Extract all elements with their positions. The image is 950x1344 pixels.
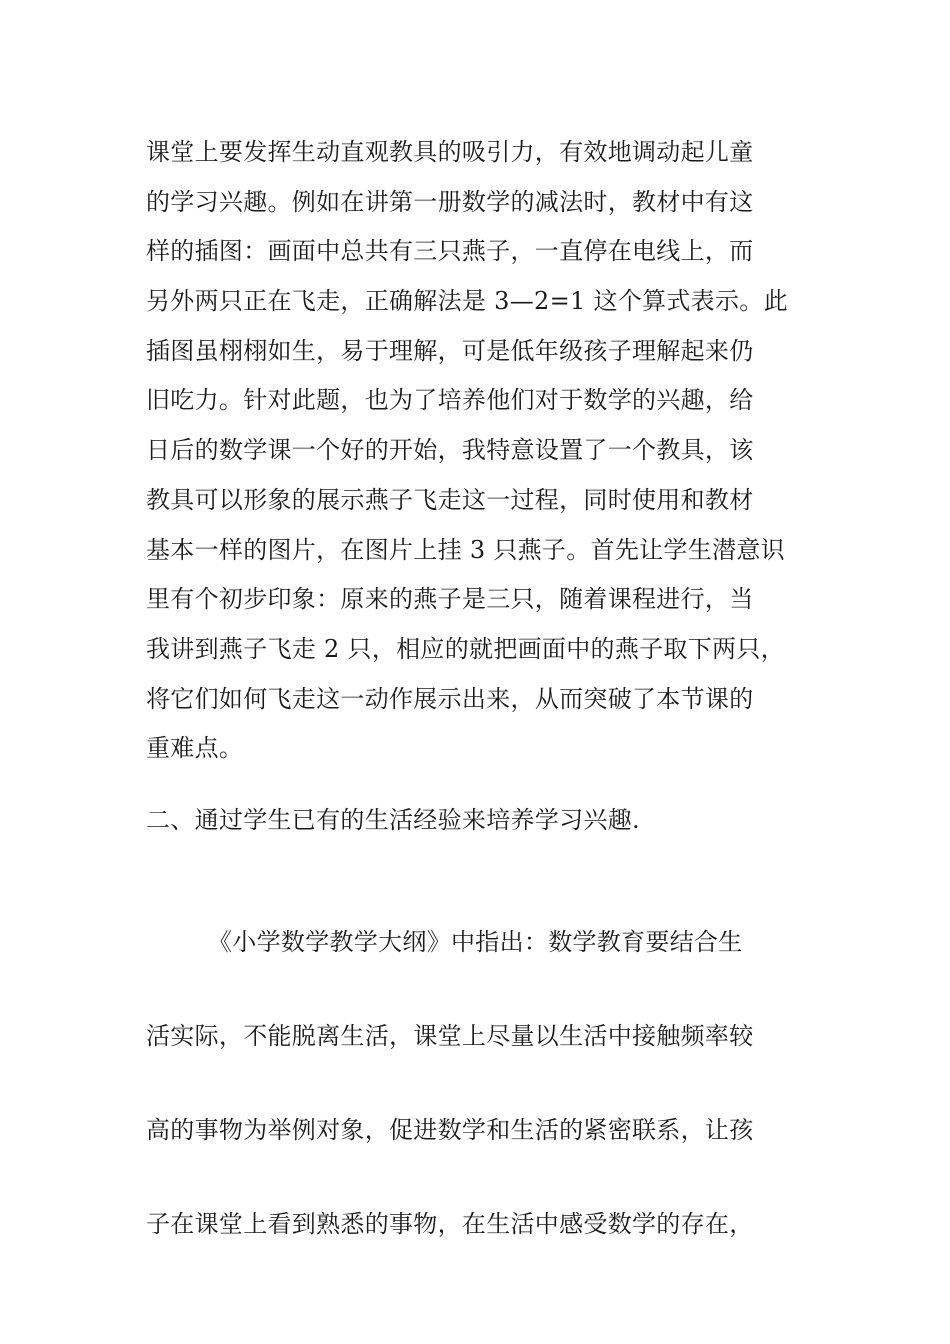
- text-line: 《小学数学教学大纲》中指出：数学教育要结合生: [208, 928, 743, 956]
- section-heading: 二、通过学生已有的生活经验来培养学习兴趣.: [146, 806, 640, 834]
- text-line: 重难点。: [146, 734, 244, 763]
- text-line: 活实际，不能脱离生活，课堂上尽量以生活中接触频率较: [146, 1022, 754, 1050]
- text-line: 将它们如何飞走这一动作展示出来，从而突破了本节课的: [146, 684, 754, 713]
- paragraph-teaching-aids: [146, 128, 826, 774]
- text-line: 日后的数学课一个好的开始，我特意设置了一个教具，该: [146, 436, 754, 465]
- text-line: 子在课堂上看到熟悉的事物，在生活中感受数学的存在，: [146, 1210, 754, 1238]
- text-line: 课堂上要发挥生动直观教具的吸引力，有效地调动起儿童: [146, 138, 754, 166]
- text-line: 另外两只正在飞走，正确解法是 3—2=1 这个算式表示。此: [146, 287, 788, 316]
- text-line: 高的事物为举例对象，促进数学和生活的紧密联系，让孩: [146, 1116, 754, 1144]
- text-line: 旧吃力。针对此题，也为了培养他们对于数学的兴趣，给: [146, 386, 754, 415]
- text-line: 我讲到燕子飞走 2 只，相应的就把画面中的燕子取下两只，: [146, 634, 785, 663]
- text-line: 的学习兴趣。例如在讲第一册数学的减法时，教材中有这: [146, 187, 754, 216]
- text-line: 教具可以形象的展示燕子飞走这一过程，同时使用和教材: [146, 485, 754, 514]
- paragraph-life-experience: [146, 895, 826, 1271]
- text-line: 里有个初步印象：原来的燕子是三只，随着课程进行，当: [146, 585, 754, 614]
- text-line: 样的插图：画面中总共有三只燕子，一直停在电线上，而: [146, 237, 754, 266]
- text-line: 基本一样的图片，在图片上挂 3 只燕子。首先让学生潜意识: [146, 535, 785, 564]
- text-line: 插图虽栩栩如生，易于理解，可是低年级孩子理解起来仍: [146, 336, 754, 365]
